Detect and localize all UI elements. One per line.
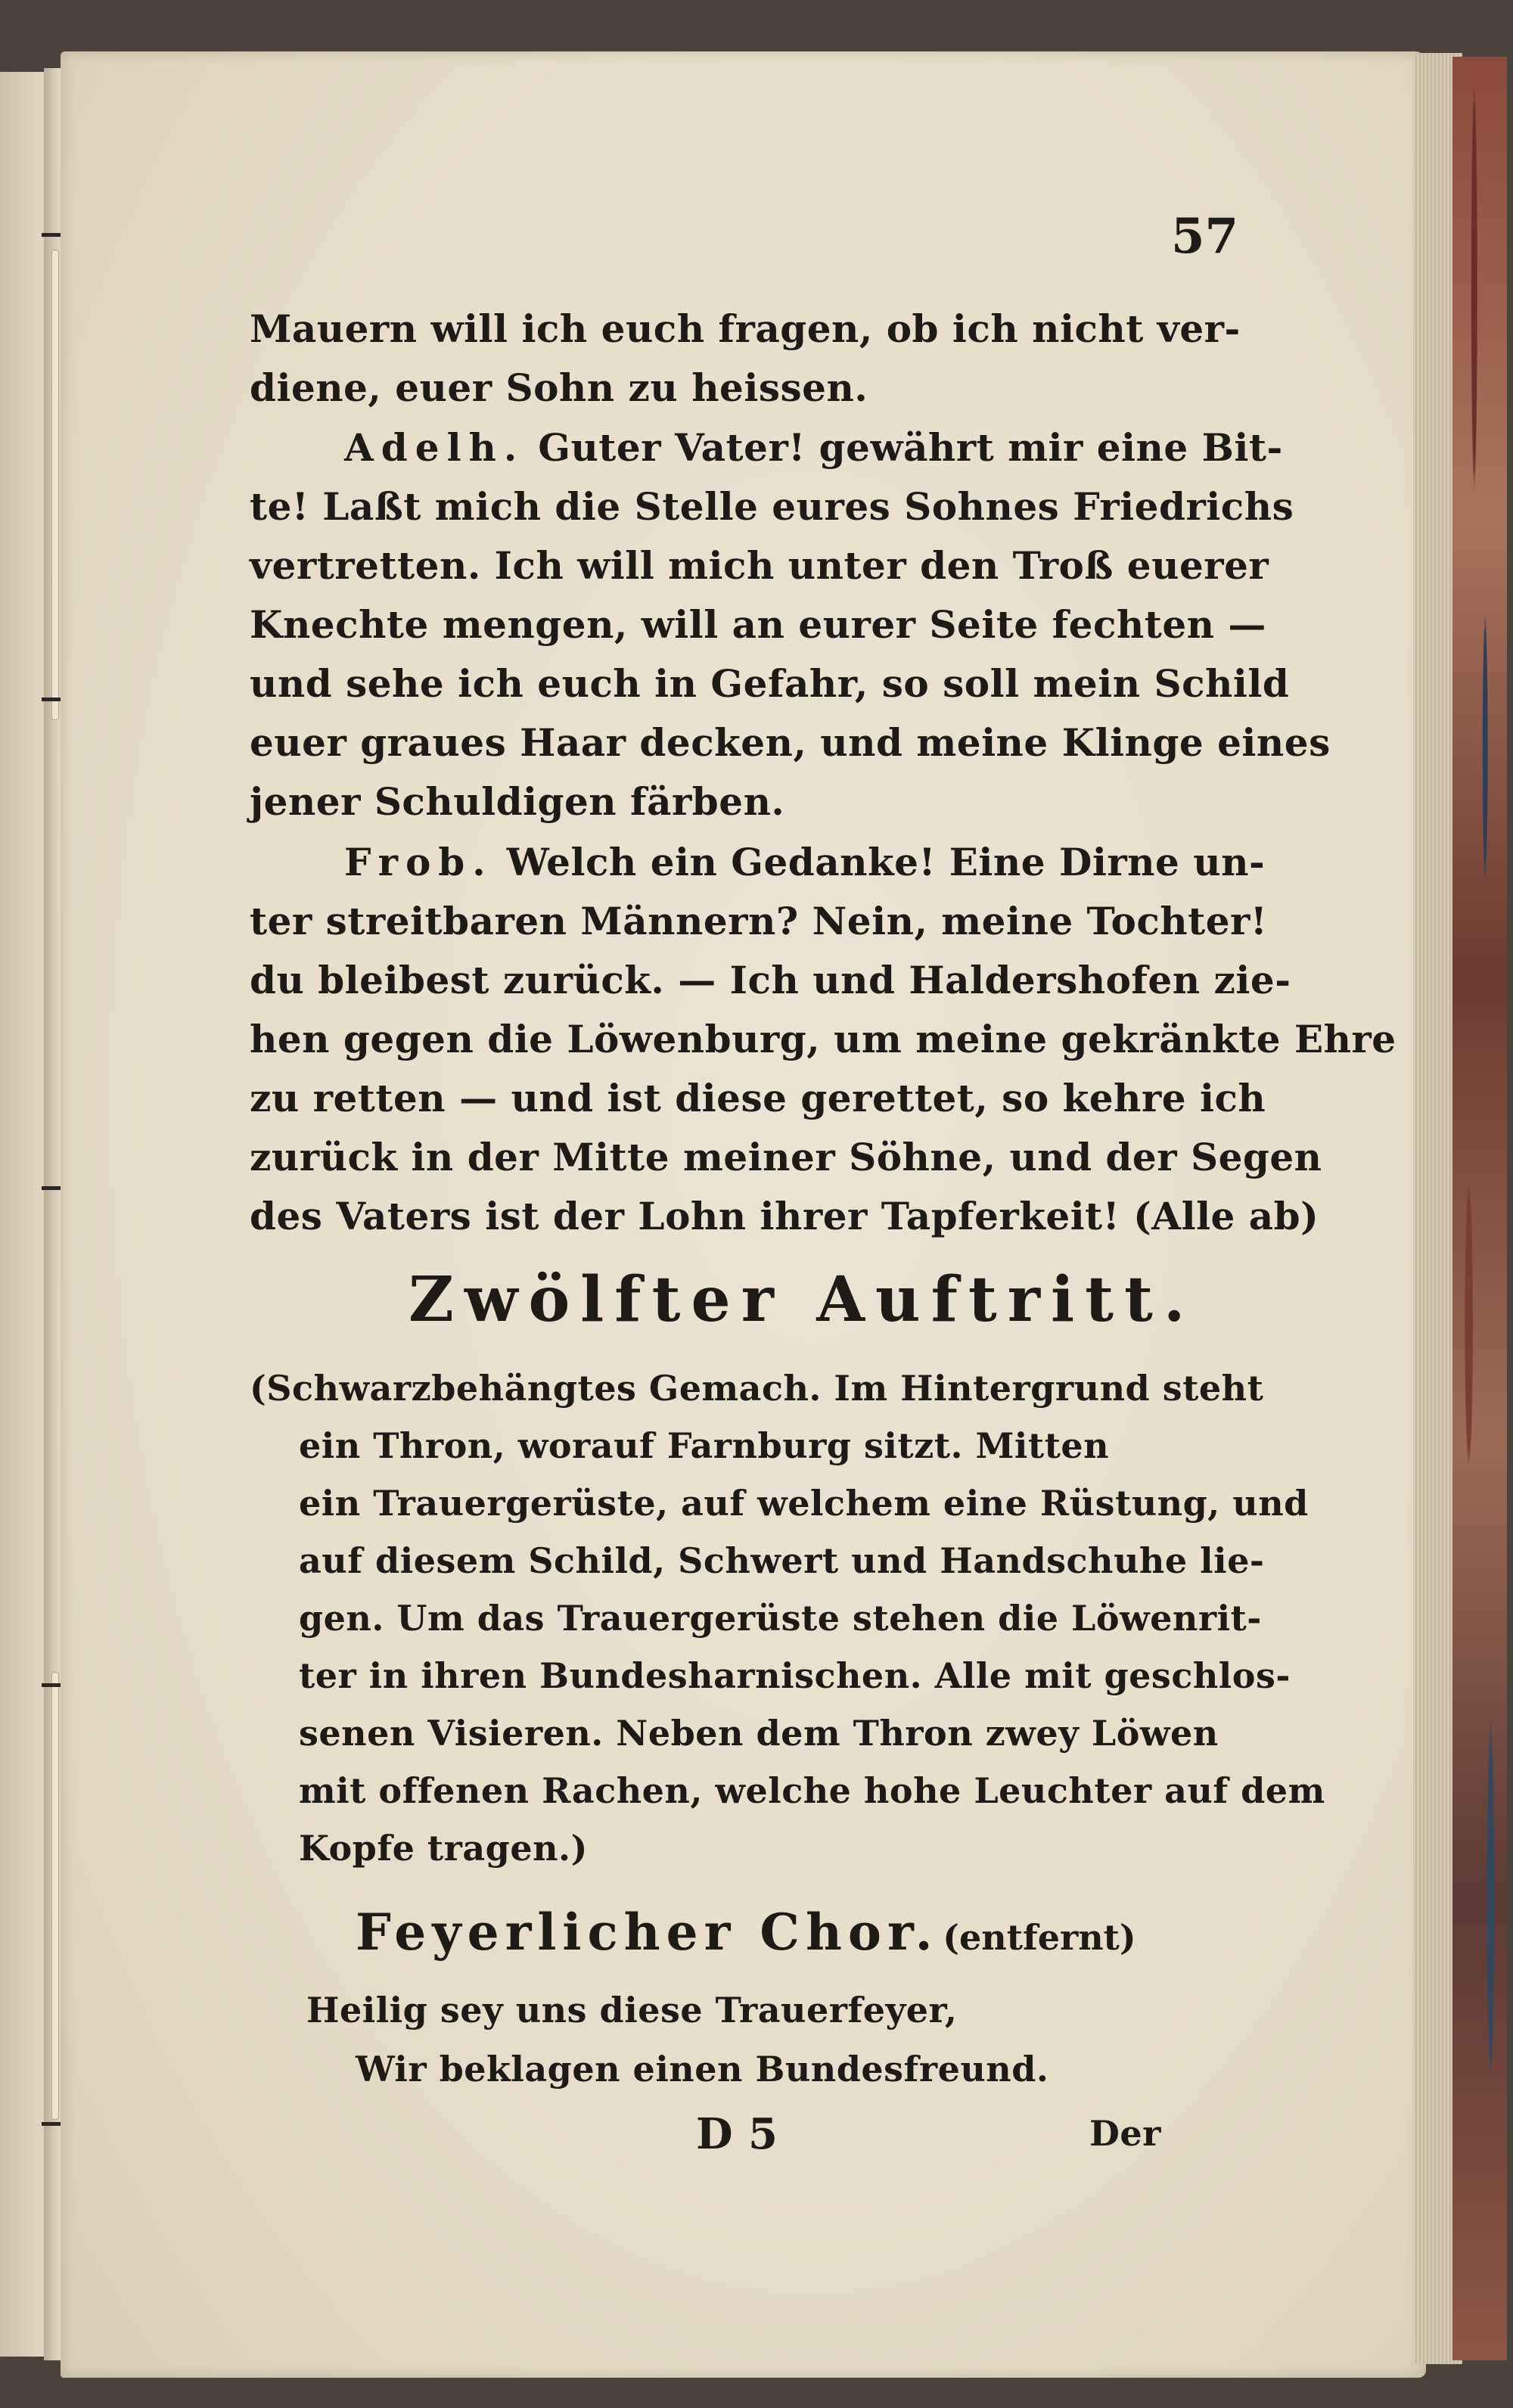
text-line: euer graues Haar decken, und meine Klinge eines bbox=[250, 720, 1331, 765]
text-line: vertretten. Ich will mich unter den Troß euerer bbox=[250, 543, 1269, 588]
text-line: te! Laßt mich die Stelle eures Sohnes Friedrichs bbox=[250, 484, 1294, 529]
text-line: ein Thron, worauf Farnburg sitzt. Mitten bbox=[299, 1425, 1110, 1466]
catchword: Der bbox=[1089, 2113, 1161, 2154]
verse-line: Heilig sey uns diese Trauerfeyer, bbox=[306, 1990, 958, 2030]
text-line: ter streitbaren Männern? Nein, meine Tochter! bbox=[250, 899, 1268, 943]
text-line: mit offenen Rachen, welche hohe Leuchter auf dem bbox=[299, 1770, 1325, 1811]
text-line: jener Schuldigen färben. bbox=[250, 779, 785, 824]
text-line: des Vaters ist der Lohn ihrer Tapferkeit! (Alle ab) bbox=[250, 1194, 1319, 1238]
text-line: auf diesem Schild, Schwert und Handschuhe lie- bbox=[299, 1540, 1265, 1581]
text-line: ein Trauergerüste, auf welchem eine Rüstung, und bbox=[299, 1483, 1309, 1524]
text-line: Mauern will ich euch fragen, ob ich nicht ver- bbox=[250, 306, 1241, 351]
marbled-cover-edge bbox=[1452, 57, 1507, 2360]
page-number: 57 bbox=[1171, 208, 1239, 265]
text-line: gen. Um das Trauergerüste stehen die Löwenrit- bbox=[299, 1598, 1262, 1639]
chorus-note: (entfernt) bbox=[943, 1917, 1136, 1958]
text-line: diene, euer Sohn zu heissen. bbox=[250, 365, 868, 410]
verse-line: Wir beklagen einen Bundesfreund. bbox=[356, 2049, 1049, 2090]
speaker-name: Adelh. bbox=[344, 425, 525, 470]
text-line: ter in ihren Bundesharnischen. Alle mit geschlos- bbox=[299, 1655, 1291, 1696]
binding-thread-lower bbox=[51, 1672, 59, 2120]
speaker-name: Frob. bbox=[344, 840, 493, 884]
text-line: und sehe ich euch in Gefahr, so soll mein Schild bbox=[250, 661, 1290, 706]
scene-heading: Zwölfter Auftritt. bbox=[409, 1263, 1196, 1336]
binding-thread-upper bbox=[51, 250, 59, 720]
text-line: zu retten — und ist diese gerettet, so kehre ich bbox=[250, 1076, 1266, 1120]
text-line: du bleibest zurück. — Ich und Haldershofen zie- bbox=[250, 958, 1291, 1002]
text-line: senen Visieren. Neben dem Thron zwey Löwen bbox=[299, 1713, 1219, 1754]
text-line: Guter Vater! gewährt mir eine Bit- bbox=[538, 425, 1283, 470]
chorus-title: Feyerlicher Chor. bbox=[356, 1903, 939, 1962]
text-line: zurück in der Mitte meiner Söhne, und der Segen bbox=[250, 1135, 1322, 1179]
text-line: Kopfe tragen.) bbox=[299, 1828, 588, 1869]
signature-mark: D 5 bbox=[696, 2109, 778, 2159]
text-line: Welch ein Gedanke! Eine Dirne un- bbox=[506, 840, 1266, 884]
text-line: Knechte mengen, will an eurer Seite fechten — bbox=[250, 602, 1266, 647]
text-line: (Schwarzbehängtes Gemach. Im Hintergrund steht bbox=[250, 1368, 1264, 1409]
text-line: hen gegen die Löwenburg, um meine gekränkte Ehre bbox=[250, 1017, 1396, 1061]
